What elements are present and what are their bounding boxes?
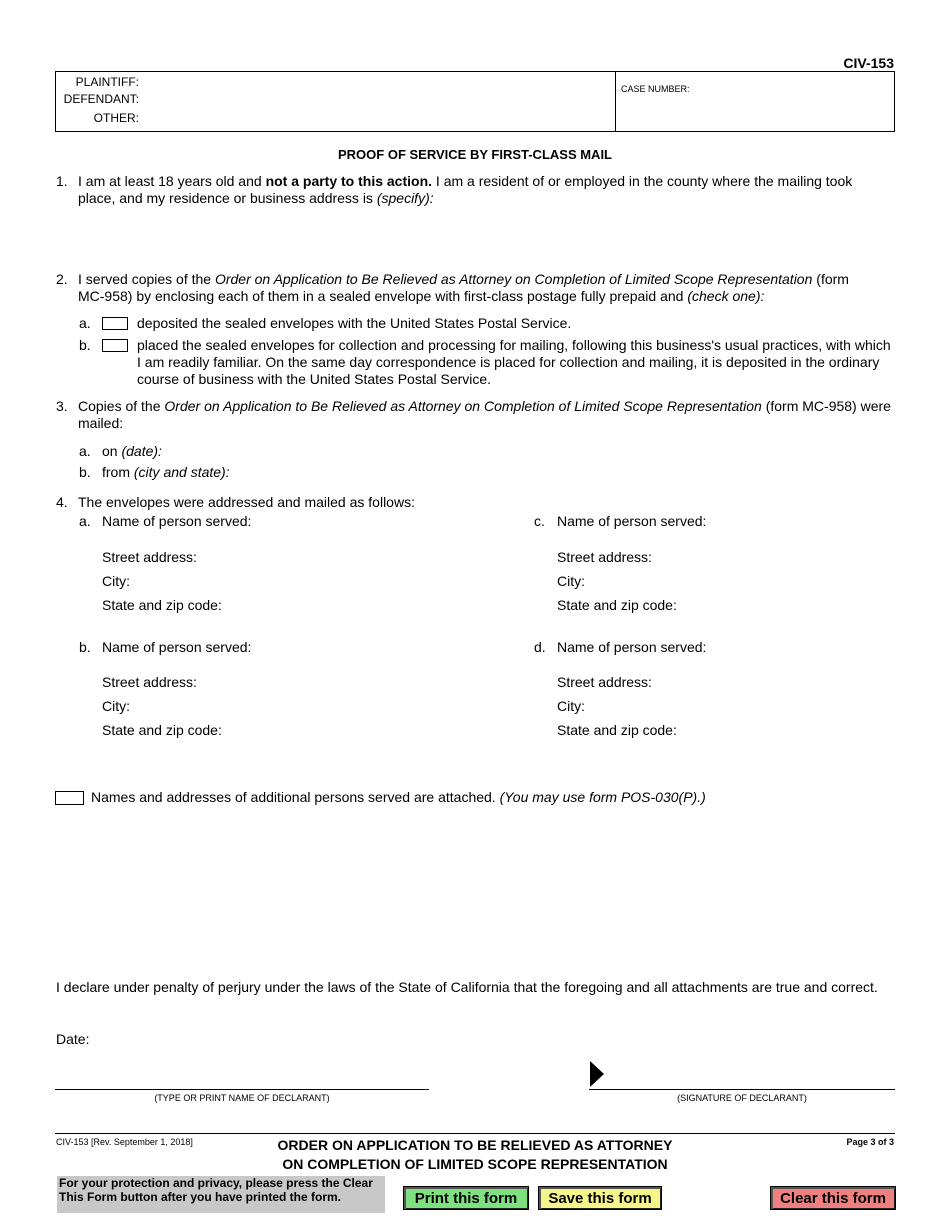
declarant-signature-caption: (SIGNATURE OF DECLARANT) [677, 1093, 807, 1103]
caption-divider [615, 72, 616, 131]
item2-number: 2. [56, 271, 68, 287]
item1-number: 1. [56, 173, 68, 189]
item2-text: I served copies of the Order on Application to Be Relieved as Attorney on Completion of Limited Scope Representation (form MC-958) by enclosing each of them in a sealed envelope with first-class postage fully prepaid and (check one): [78, 271, 849, 304]
item4-text: The envelopes were addressed and mailed as follows: [78, 494, 415, 510]
item2a-label: a. [79, 315, 91, 331]
caption-box [55, 71, 895, 132]
item4a-name-label: Name of person served: [102, 513, 252, 529]
item4d-street-label: Street address: [557, 674, 652, 690]
declarant-name-caption: (TYPE OR PRINT NAME OF DECLARANT) [154, 1093, 330, 1103]
item4d-city-label: City: [557, 698, 585, 714]
item2b-text: placed the sealed envelopes for collection and processing for mailing, following this business's usual practices, with which I am readily familiar. On the same day correspondence is placed for collection and mailing, it is deposited in the ordinary course of business with the United States Postal Service. [137, 337, 891, 387]
signature-arrow-icon [590, 1061, 606, 1089]
item4b-city-label: City: [102, 698, 130, 714]
item4b-street-label: Street address: [102, 674, 197, 690]
form-id: CIV-153 [843, 55, 894, 71]
additional-persons-checkbox[interactable] [55, 791, 84, 805]
item4c-label: c. [534, 513, 545, 529]
additional-persons-text: Names and addresses of additional persons served are attached. (You may use form POS-030(P).) [91, 789, 706, 805]
footer-title-line2: ON COMPLETION OF LIMITED SCOPE REPRESENTATION [282, 1156, 668, 1172]
item4a-street-label: Street address: [102, 549, 197, 565]
plaintiff-label: PLAINTIFF: [75, 75, 139, 89]
item3-number: 3. [56, 398, 68, 414]
item3a-text: on (date): [102, 443, 162, 459]
other-label: OTHER: [93, 111, 139, 125]
item4b-state-label: State and zip code: [102, 722, 222, 738]
item2a-checkbox[interactable] [102, 317, 128, 330]
print-form-button[interactable]: Print this form [403, 1186, 529, 1210]
page-number: Page 3 of 3 [846, 1137, 894, 1147]
item4c-state-label: State and zip code: [557, 597, 677, 613]
item1-text: I am at least 18 years old and not a party to this action. I am a resident of or employed in the county where the mailing took place, and my residence or business address is (specify): [78, 173, 853, 206]
item4d-state-label: State and zip code: [557, 722, 677, 738]
page-title: PROOF OF SERVICE BY FIRST-CLASS MAIL [338, 147, 612, 162]
privacy-note: For your protection and privacy, please press the Clear This Form button after you have printed the form. [57, 1176, 385, 1213]
item4b-name-label: Name of person served: [102, 639, 252, 655]
item4d-label: d. [534, 639, 546, 655]
item3b-text: from (city and state): [102, 464, 230, 480]
item2b-checkbox[interactable] [102, 339, 128, 352]
item4a-label: a. [79, 513, 91, 529]
save-form-button[interactable]: Save this form [538, 1186, 662, 1210]
defendant-label: DEFENDANT: [63, 92, 139, 106]
form-revision: CIV-153 [Rev. September 1, 2018] [56, 1137, 193, 1147]
footer-divider [55, 1133, 895, 1134]
item4d-name-label: Name of person served: [557, 639, 707, 655]
item4b-label: b. [79, 639, 91, 655]
declarant-name-line [55, 1089, 429, 1090]
item4-number: 4. [56, 494, 68, 510]
item3-text: Copies of the Order on Application to Be Relieved as Attorney on Completion of Limited Scope Representation (form MC-958) were mailed: [78, 398, 891, 431]
clear-form-button[interactable]: Clear this form [770, 1186, 896, 1210]
item4c-name-label: Name of person served: [557, 513, 707, 529]
item3a-label: a. [79, 443, 91, 459]
item2b-label: b. [79, 337, 91, 353]
item4c-street-label: Street address: [557, 549, 652, 565]
declaration-text: I declare under penalty of perjury under the laws of the State of California that the foregoing and all attachments are true and correct. [56, 979, 878, 995]
date-label: Date: [56, 1031, 90, 1047]
declarant-signature-line [589, 1089, 895, 1090]
footer-title-line1: ORDER ON APPLICATION TO BE RELIEVED AS ATTORNEY [277, 1137, 673, 1153]
item2a-text: deposited the sealed envelopes with the United States Postal Service. [137, 315, 572, 331]
item4a-state-label: State and zip code: [102, 597, 222, 613]
item4c-city-label: City: [557, 573, 585, 589]
item4a-city-label: City: [102, 573, 130, 589]
item3b-label: b. [79, 464, 91, 480]
case-number-label: CASE NUMBER: [621, 84, 690, 94]
